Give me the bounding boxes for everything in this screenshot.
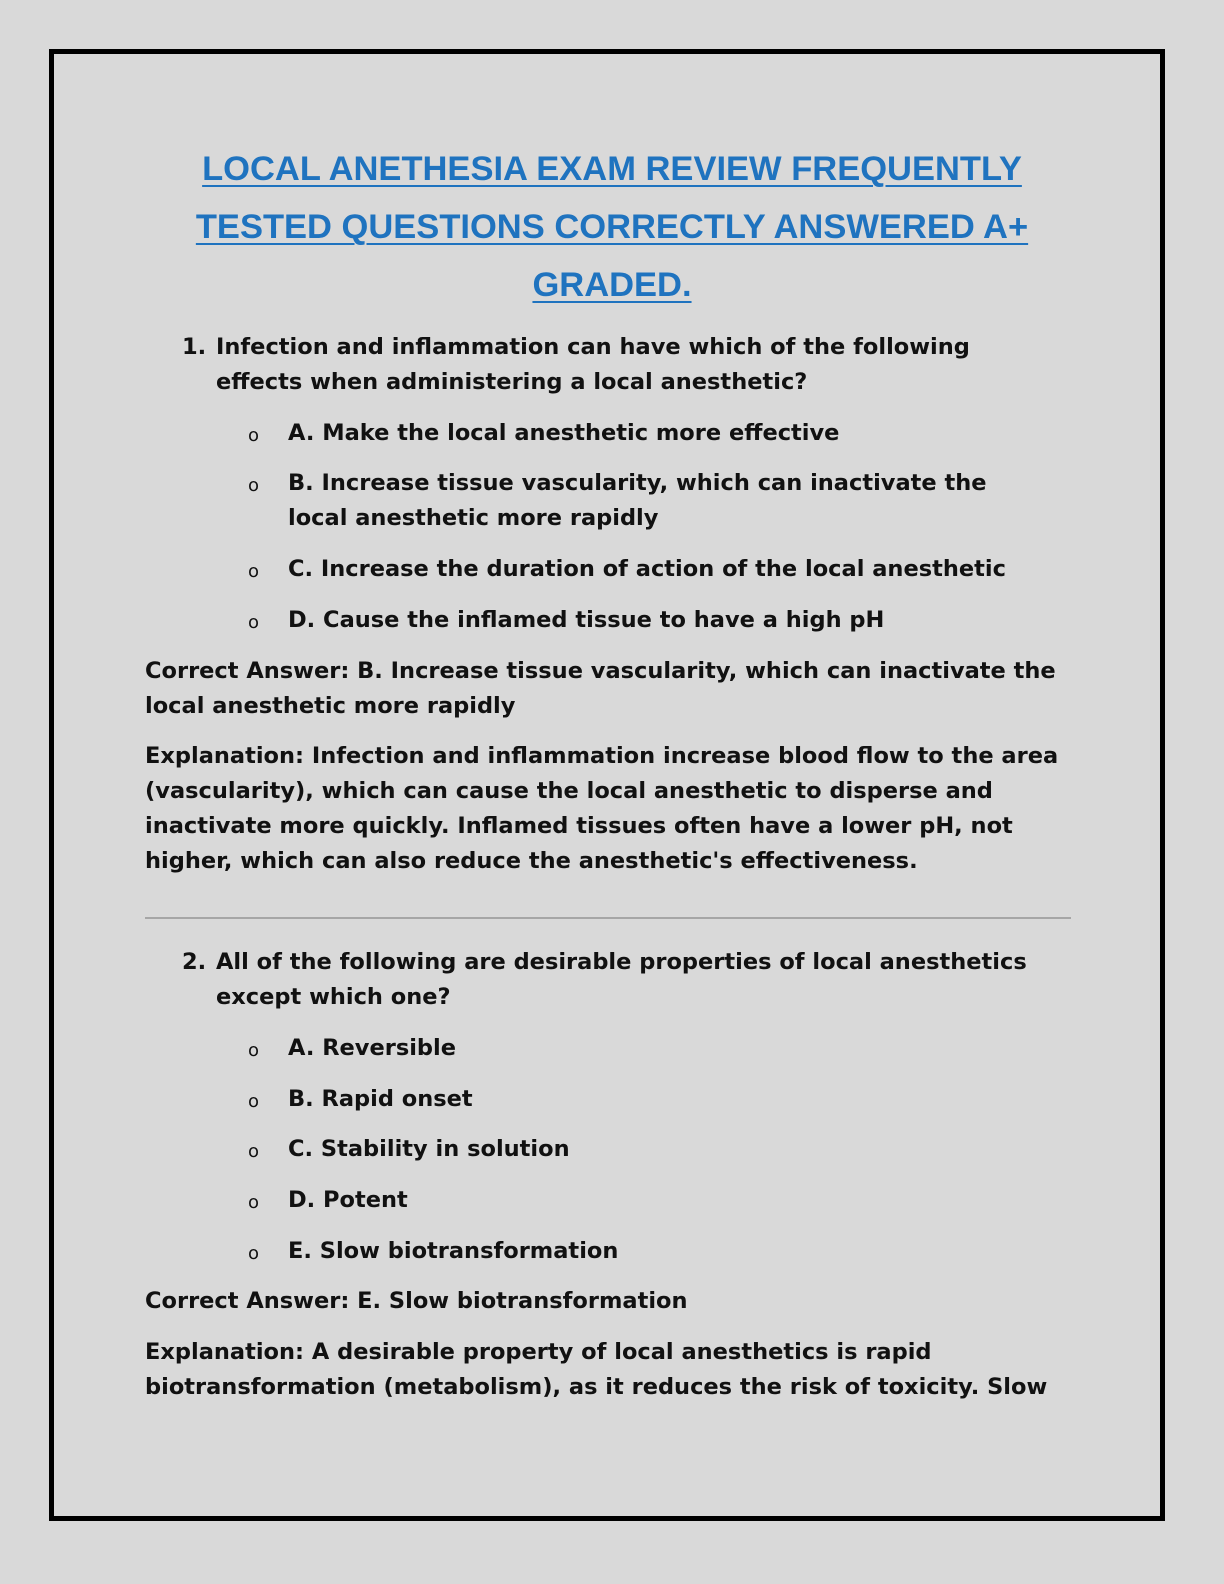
circle-bullet-icon: o [248,1040,260,1061]
circle-bullet-icon: o [248,612,260,633]
explanation: Explanation: Infection and inflammation increase blood flow to the area (vascularity), which can cause the local anesthetic to disperse and inactivate more quickly. Inflamed tissues often have a lower pH, not higher, which can also reduce the anesthetic's effectiveness. [145,743,1059,874]
option-item [248,1234,1048,1269]
question-number: 2. [182,949,207,975]
explanation: Explanation: A desirable property of local anesthetics is rapid biotransformation (metabolism), as it reduces the risk of toxicity. Slow [145,1339,1048,1400]
correct-answer: Correct Answer: E. Slow biotransformation [145,1288,688,1314]
option-text: D. Cause the inflamed tissue to have a high pH [288,607,885,633]
circle-bullet-icon: o [248,425,260,446]
option-item [248,1132,1048,1167]
question-number: 1. [182,334,207,360]
correct-answer: Correct Answer: B. Increase tissue vascularity, which can inactivate the local anesthetic more rapidly [145,658,1056,719]
option-text: C. Increase the duration of action of the local anesthetic [288,556,1006,582]
question-1 [182,330,1062,400]
circle-bullet-icon: o [248,1141,260,1162]
option-item [248,1082,1048,1117]
circle-bullet-icon: o [248,1091,260,1112]
circle-bullet-icon: o [248,561,260,582]
option-text: D. Potent [288,1187,408,1213]
document-title: LOCAL ANETHESIA EXAM REVIEW FREQUENTLY TESTED QUESTIONS CORRECTLY ANSWERED A+ GRADED. [195,150,1029,304]
option-item [248,416,1048,451]
option-item [248,552,1048,587]
question-text: All of the following are desirable properties of local anesthetics except which one? [216,949,1027,1010]
circle-bullet-icon: o [248,475,260,496]
circle-bullet-icon: o [248,1243,260,1264]
section-divider [145,917,1071,919]
option-text: C. Stability in solution [288,1136,570,1162]
option-text: B. Rapid onset [288,1086,473,1112]
option-text: E. Slow biotransformation [288,1238,619,1264]
option-text: B. Increase tissue vascularity, which can inactivate the local anesthetic more rapidly [288,470,987,531]
circle-bullet-icon: o [248,1192,260,1213]
option-text: A. Make the local anesthetic more effective [288,420,840,446]
question-text: Infection and inflammation can have which of the following effects when administering a local anesthetic? [216,334,970,395]
option-item [248,466,1048,536]
option-text: A. Reversible [288,1035,457,1061]
option-item [248,1031,1048,1066]
question-2 [182,945,1062,1015]
option-item [248,603,1048,638]
option-item [248,1183,1048,1218]
